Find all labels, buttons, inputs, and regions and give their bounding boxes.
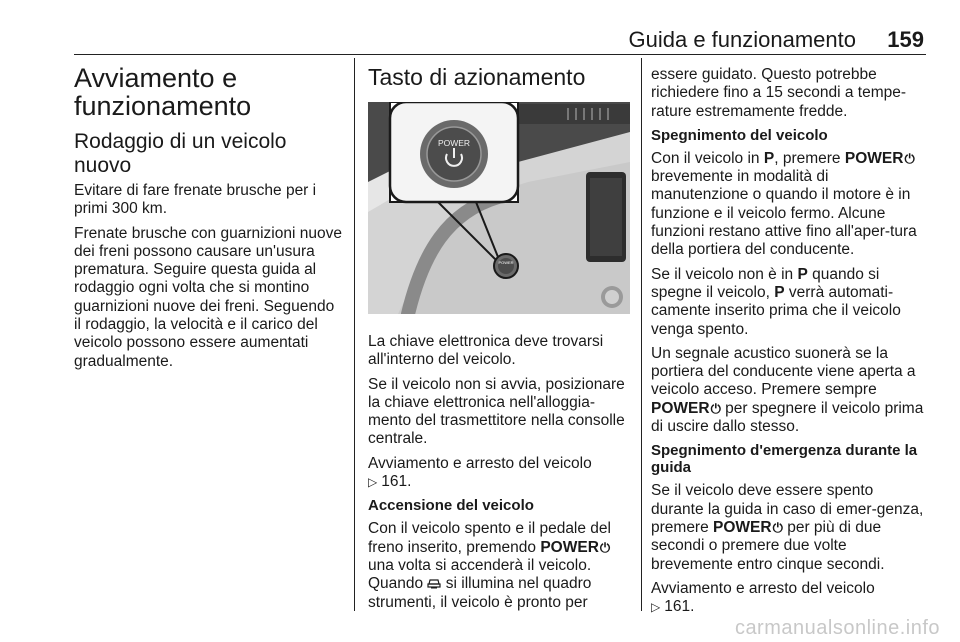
text-span: Se il veicolo non è in: [651, 265, 794, 283]
page-number: 159: [887, 27, 924, 52]
page-reference-link[interactable]: ▷ 161.: [368, 473, 411, 490]
paragraph: [651, 266, 927, 339]
text-span: , premere: [774, 149, 841, 167]
header-title: Guida e funzionamento: [628, 27, 856, 52]
column-2: [368, 62, 634, 618]
text-span: Con il veicolo in: [651, 149, 760, 167]
paragraph: [651, 482, 927, 573]
paragraph: La chiave elettronica deve trovarsi all'interno del veicolo.: [368, 333, 604, 369]
power-label: POWER: [437, 138, 471, 148]
text-span: per più di due secondi o premere due volte brevemente entro cinque secondi.: [651, 518, 885, 573]
text-span: verrà automati-camente inserito prima che il veicolo venga spento.: [651, 283, 901, 338]
power-button-label: POWER ⏻: [713, 519, 783, 536]
gear-label: P: [774, 283, 785, 301]
paragraph: [368, 520, 634, 611]
text-span: brevemente in modalità di manutenzione o quando il motore è in funzione e il veicolo fermo. Alcune funzioni restano attive fino all'aper-tura della portiera del conducente.: [651, 168, 917, 259]
text-span: per spegnere il veicolo prima di uscire dallo stesso.: [651, 399, 924, 436]
dashboard-drawing: [368, 102, 630, 314]
gear-label: P: [763, 149, 775, 167]
text-span: si illumina nel quadro strumenti, il veicolo è pronto per: [368, 575, 592, 611]
power-label-small: POWER: [498, 260, 514, 265]
column-3: [651, 66, 927, 622]
section-heading: Tasto di azionamento: [368, 64, 586, 90]
paragraph: [651, 345, 927, 436]
text-span: una volta si accenderà il veicolo. Quando: [368, 556, 592, 593]
column-1: [74, 62, 342, 377]
ready-icon: [427, 576, 441, 588]
power-button-label: POWER ⏻: [845, 150, 915, 167]
paragraph: Frenate brusche con guarnizioni nuove dei freni possono causare un'usura prematura. Seguire questa guida al rodaggio ogni volta che si montino guarnizioni nuove dei freni. Seguendo il rodaggio, la velocità e il carico del veicolo possono essere aumentati gradualmente.: [74, 224, 342, 370]
paragraph: Evitare di fare frenate brusche per i primi 300 km.: [74, 182, 317, 218]
text-span: quando si spegne il veicolo,: [651, 265, 880, 301]
gear-label: P: [797, 265, 808, 283]
header-rule: [74, 54, 926, 55]
column-divider-2: [641, 58, 642, 611]
text-span: Se il veicolo deve essere spento durante la guida in caso di emer-genza, premere: [651, 482, 924, 536]
page-reference-link[interactable]: ▷ 161.: [651, 598, 694, 615]
paragraph: essere guidato. Questo potrebbe richiedere fino a 15 secondi a tempe-rature estremamente fredde.: [651, 66, 907, 120]
subheading: Accensione del veicolo: [368, 497, 534, 515]
subheading: Spegnimento del veicolo: [651, 126, 828, 144]
paragraph: Se il veicolo non si avvia, posizionare la chiave elettronica nell'alloggia-mento del trasmettitore nella consolle centrale.: [368, 375, 625, 448]
power-button-illustration: [368, 102, 630, 314]
text-span: Un segnale acustico suonerà se la portiera del conducente viene aperta a veicolo acceso. Premere sempre: [651, 344, 916, 399]
section-title: Avviamento e funzionamento: [74, 63, 252, 121]
reference-text: Avviamento e arresto del veicolo: [368, 454, 592, 472]
subheading: Spegnimento d'emergenza durante la guida: [651, 442, 918, 477]
paragraph: [368, 455, 634, 492]
reference-text: Avviamento e arresto del veicolo: [651, 579, 875, 597]
column-divider-1: [354, 58, 355, 611]
subsection-title: Rodaggio di un veicolo nuovo: [74, 130, 287, 177]
power-button-label: POWER ⏻: [651, 400, 721, 417]
paragraph: [651, 580, 927, 617]
power-button-label: POWER ⏻: [540, 539, 610, 556]
text-span: Con il veicolo spento e il pedale del freno inserito, premendo: [368, 520, 611, 556]
watermark: carmanualsonline.info: [734, 617, 940, 639]
paragraph: [651, 150, 927, 260]
